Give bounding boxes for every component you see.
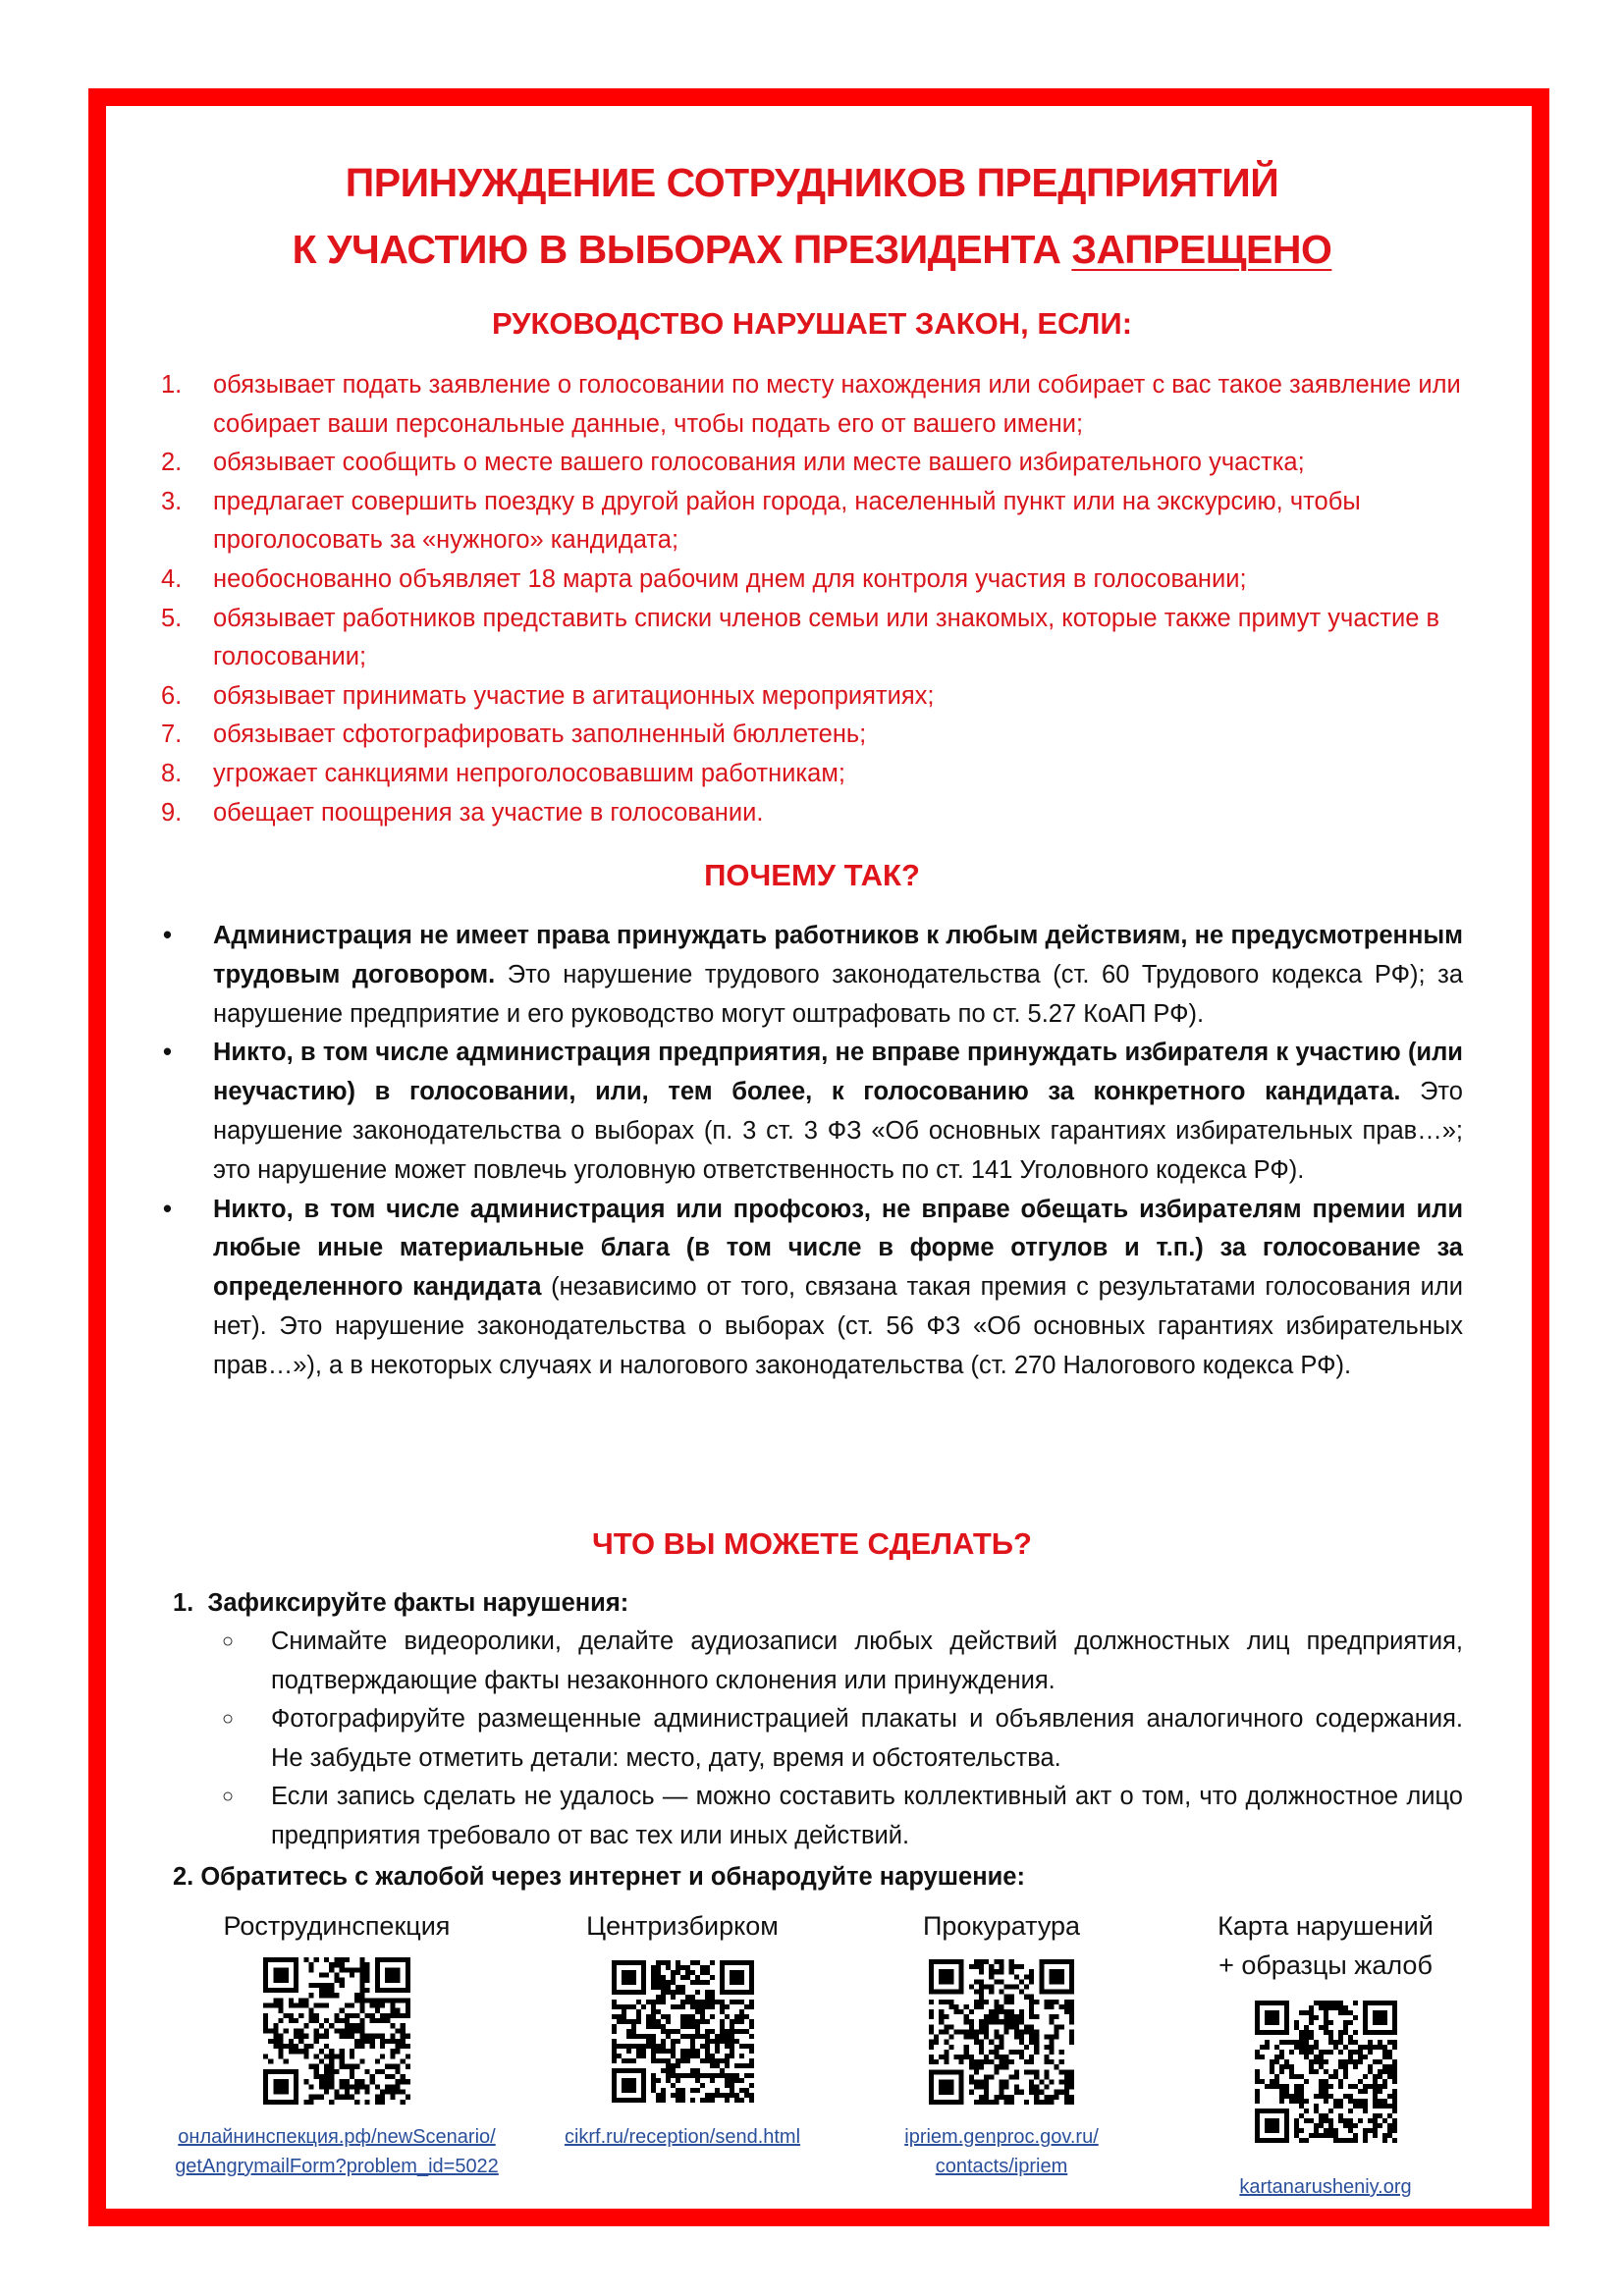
violations-list — [157, 366, 1473, 832]
list-item — [216, 1700, 1463, 1778]
contact-label: Прокуратура — [922, 1911, 1081, 1941]
qr-modules — [1255, 2001, 1397, 2143]
item-text: Если запись сделать не удалось — можно составить коллективный акт о том, что должностное лицо предприятия требовало от вас тех или иных действий. — [271, 1783, 1463, 1849]
contact-link-cont[interactable]: getAngrymailForm?problem_id=5022 — [175, 2156, 499, 2177]
bullet-bold-text: Администрация не имеет права принуждать работников к любым действиям, не предусмотренным трудовым договором. — [213, 922, 1463, 988]
list-item — [157, 716, 1473, 755]
qr-modules — [263, 1957, 410, 2105]
list-item — [216, 1623, 1463, 1700]
item-text: обязывает подать заявление о голосовании по месту нахождения или собирает с вас такое заявление или собирает ваши персональные данные, чтобы подать его от вашего имени; — [213, 371, 1461, 438]
list-item — [157, 677, 1473, 717]
why-heading: ПОЧЕМУ ТАК? — [704, 858, 920, 892]
list-item — [157, 444, 1473, 483]
qr-code-icon[interactable] — [263, 1957, 410, 2105]
item-text: предлагает совершить поездку в другой район города, населенный пункт или на экскурсию, чтобы проголосовать за «нужного» кандидата; — [213, 487, 1361, 555]
bullet-text: Это нарушение законодательства о выборах (п. 3 ст. 3 ФЗ «Об основных гарантиях избирательных прав…»; это нарушение может повлечь уголовную ответственность по ст. 141 Уголовного кодекса РФ). — [213, 1078, 1463, 1184]
item-number: 5. — [161, 604, 183, 632]
why-list — [157, 917, 1463, 1386]
contact-rostrud — [160, 1906, 514, 2181]
page-title — [118, 149, 1506, 283]
list-item — [157, 1191, 1463, 1386]
bullet-icon: • — [163, 1039, 172, 1067]
item-text: Фотографируйте размещенные администрацией плакаты и объявления аналогичного содержания. Не забудьте отметить детали: место, дату, время и обстоятельства. — [271, 1705, 1463, 1772]
list-item — [157, 483, 1473, 561]
item-number: 6. — [161, 681, 183, 710]
violations-heading: РУКОВОДСТВО НАРУШАЕТ ЗАКОН, ЕСЛИ: — [491, 306, 1133, 341]
item-number: 8. — [161, 759, 183, 787]
contact-link[interactable]: kartanarusheniy.org — [1239, 2176, 1412, 2198]
contact-label: Карта нарушений — [1218, 1911, 1434, 1941]
actions-heading: ЧТО ВЫ МОЖЕТЕ СДЕЛАТЬ? — [592, 1526, 1032, 1561]
item-text: угрожает санкциями непроголосовавшим работникам; — [213, 759, 845, 787]
step-1-list — [216, 1623, 1463, 1856]
list-item — [157, 561, 1473, 600]
item-number: 1. — [161, 371, 183, 399]
item-text: Снимайте видеоролики, делайте аудиозаписи любых действий должностных лиц предприятия, подтверждающие факты незаконного склонения или принуждения. — [271, 1628, 1463, 1694]
list-item — [157, 1034, 1463, 1190]
qr-modules — [929, 1959, 1074, 2105]
qr-modules — [612, 1960, 754, 2103]
qr-code-icon[interactable] — [612, 1960, 754, 2103]
contact-link[interactable]: ipriem.genproc.gov.ru/ — [904, 2126, 1099, 2148]
contact-label: Центризбирком — [586, 1911, 779, 1941]
item-text: обязывает сообщить о месте вашего голосования или месте вашего избирательного участка; — [213, 449, 1305, 477]
item-number: 4. — [161, 564, 183, 593]
circle-bullet-icon: ○ — [222, 1786, 235, 1808]
bullet-bold-text: Никто, в том числе администрация предприятия, не вправе принуждать избирателя к участию (или неучастию) в голосовании, или, тем более, к голосованию за конкретного кандидата. — [213, 1039, 1463, 1106]
item-text: обязывает принимать участие в агитационных мероприятиях; — [213, 681, 935, 710]
contact-prosecutor — [864, 1906, 1139, 2181]
title-line-2: К УЧАСТИЮ В ВЫБОРАХ ПРЕЗИДЕНТА ЗАПРЕЩЕНО — [292, 227, 1332, 272]
contact-label-2: + образцы жалоб — [1218, 1950, 1433, 1980]
item-number: 2. — [161, 449, 183, 477]
qr-code-icon[interactable] — [1255, 2001, 1397, 2143]
step-1-text: 1. Зафиксируйте факты нарушения: — [173, 1589, 629, 1617]
circle-bullet-icon: ○ — [222, 1630, 235, 1652]
list-item — [157, 794, 1473, 833]
item-text: необоснованно объявляет 18 марта рабочим днем для контроля участия в голосовании; — [213, 564, 1247, 593]
title-line-1: ПРИНУЖДЕНИЕ СОТРУДНИКОВ ПРЕДПРИЯТИЙ — [345, 160, 1279, 205]
contact-link-cont[interactable]: contacts/ipriem — [935, 2156, 1068, 2177]
title-emphasis: ЗАПРЕЩЕНО — [1071, 227, 1332, 272]
item-text: обещает поощрения за участие в голосовании. — [213, 798, 764, 827]
item-text: обязывает сфотографировать заполненный бюллетень; — [213, 721, 867, 749]
contact-label: Рострудинспекция — [223, 1911, 451, 1941]
item-number: 9. — [161, 798, 183, 827]
list-item — [157, 917, 1463, 1034]
list-item — [157, 600, 1473, 677]
contact-violation-map — [1178, 1906, 1473, 2202]
bullet-text: (независимо от того, связана такая премия с результатами голосования или нет). Это нарушение законодательства о выборах (ст. 56 ФЗ «Об основных гарантиях избирательных прав…»), а в некоторых случаях и налогового законодательства (ст. 270 Налогового кодекса РФ). — [213, 1273, 1463, 1379]
qr-code-icon[interactable] — [929, 1959, 1074, 2105]
bullet-text: Это нарушение трудового законодательства (ст. 60 Трудового кодекса РФ); за нарушение предприятие и его руководство могут оштрафовать по ст. 5.27 КоАП РФ). — [213, 960, 1463, 1028]
contact-link[interactable]: онлайнинспекция.рф/newScenario/ — [178, 2126, 496, 2148]
bullet-bold-text: Никто, в том числе администрация или профсоюз, не вправе обещать избирателям премии или любые иные материальные блага (в том числе в форме отгулов и т.п.) за голосование за определенного кандидата — [213, 1195, 1463, 1302]
circle-bullet-icon: ○ — [222, 1708, 235, 1731]
list-item — [157, 366, 1473, 444]
bullet-icon: • — [163, 1195, 172, 1223]
step-2-text: 2. Обратитесь с жалобой через интернет и обнародуйте нарушение: — [173, 1863, 1025, 1891]
list-item — [216, 1778, 1463, 1855]
item-number: 7. — [161, 721, 183, 749]
step-2-heading — [173, 1858, 1463, 1897]
list-item — [157, 755, 1473, 794]
contact-cik — [530, 1906, 835, 2152]
contact-link[interactable]: cikrf.ru/reception/send.html — [564, 2126, 801, 2148]
bullet-icon: • — [163, 922, 172, 949]
item-number: 3. — [161, 487, 183, 515]
step-1-heading — [173, 1584, 1463, 1624]
item-text: обязывает работников представить списки членов семьи или знакомых, которые также примут участие в голосовании; — [213, 604, 1440, 671]
